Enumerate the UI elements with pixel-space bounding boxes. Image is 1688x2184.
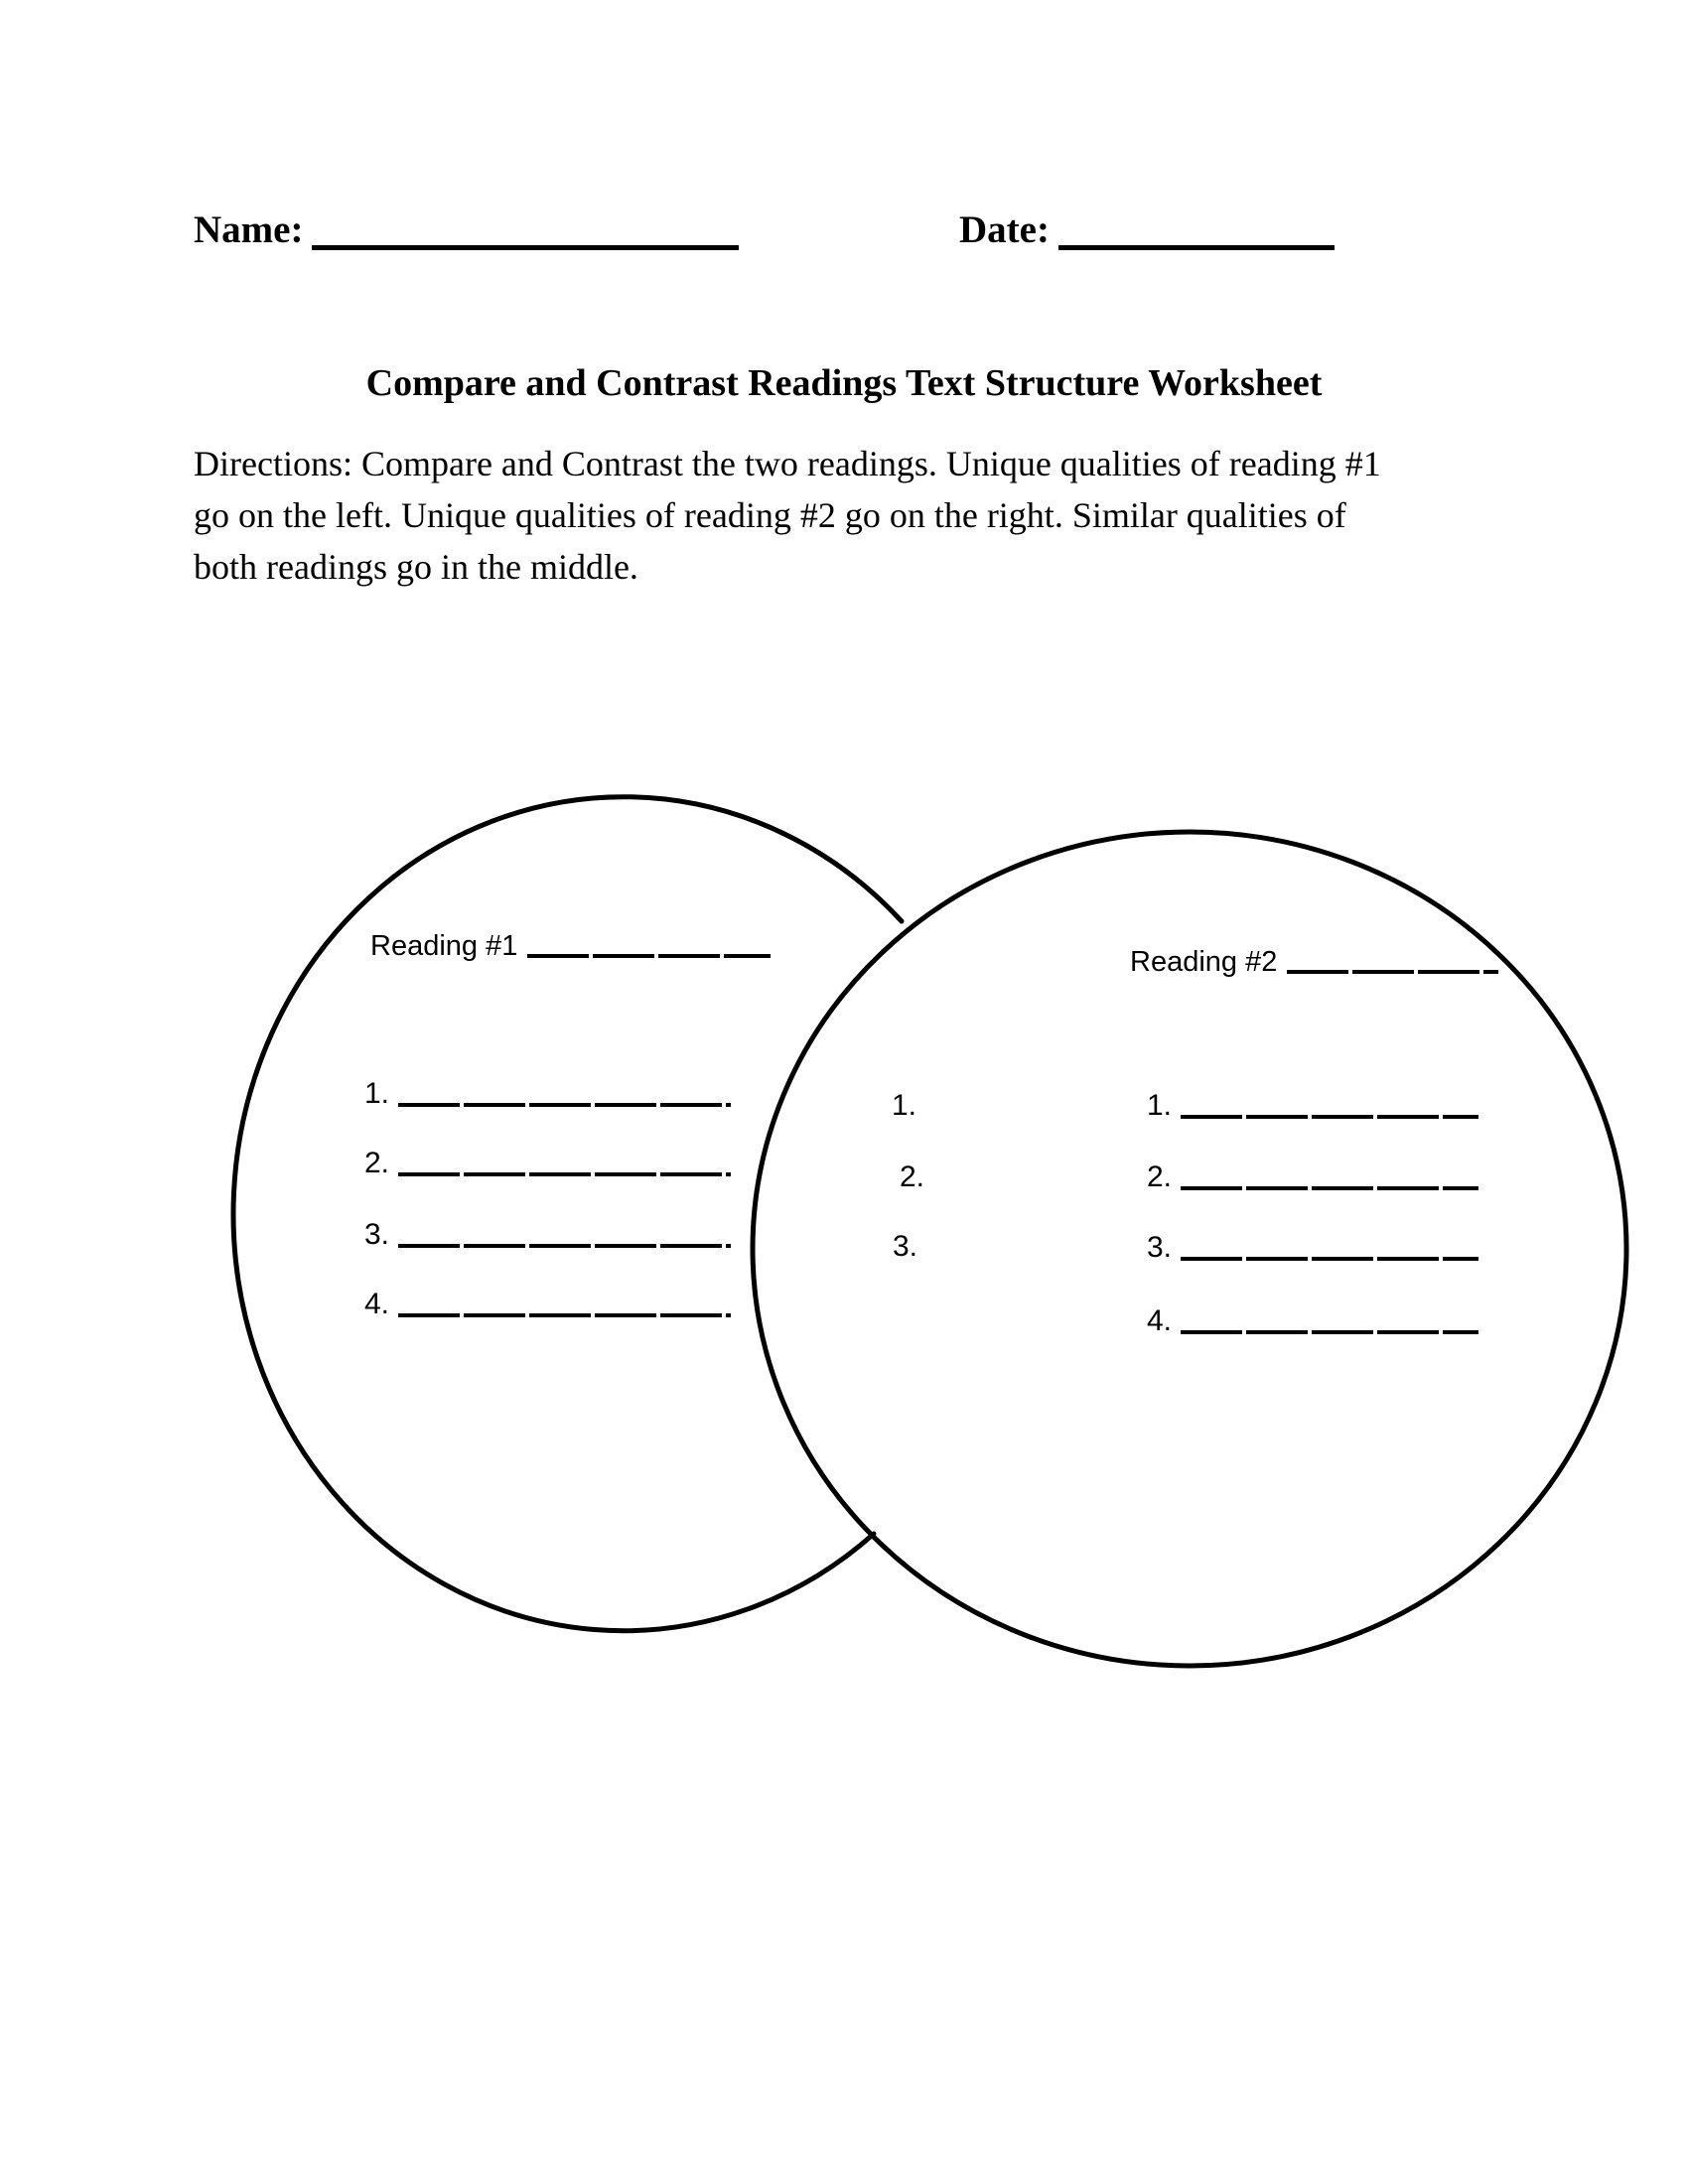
- right-item-row: [1147, 1305, 1478, 1337]
- right-item-row: [1147, 1232, 1478, 1264]
- right-item-4-blank-line: [1181, 1330, 1478, 1334]
- left-item-row: [364, 1148, 731, 1179]
- left-item-4-blank-line: [398, 1313, 731, 1317]
- date-label: Date:: [959, 208, 1050, 251]
- reading1-label: Reading #1: [370, 930, 518, 962]
- left-item-1-number: 1.: [364, 1077, 390, 1110]
- left-item-2-number: 2.: [364, 1147, 390, 1179]
- left-item-row: [364, 1219, 731, 1251]
- page-title: Compare and Contrast Readings Text Structure Worksheet: [365, 362, 1323, 404]
- reading1-field: [370, 931, 771, 961]
- venn-left-circle: [233, 797, 902, 1631]
- left-item-row: [364, 1289, 731, 1320]
- left-item-3-number: 3.: [364, 1218, 390, 1251]
- right-item-3-number: 3.: [1147, 1231, 1173, 1264]
- left-item-1-blank-line: [398, 1103, 731, 1107]
- left-item-2-blank-line: [398, 1172, 731, 1176]
- reading2-blank-line: [1287, 970, 1498, 974]
- right-item-row: [1147, 1090, 1478, 1122]
- middle-item-3-number: 3.: [893, 1230, 918, 1263]
- right-item-2-blank-line: [1181, 1186, 1478, 1190]
- left-item-4-number: 4.: [364, 1288, 390, 1320]
- right-item-3-blank-line: [1181, 1257, 1478, 1261]
- name-label: Name:: [194, 208, 304, 251]
- directions-line-3: both readings go in the middle.: [194, 547, 638, 587]
- reading1-blank-line: [527, 954, 771, 958]
- directions-line-2: go on the left. Unique qualities of reading #2 go on the right. Similar qualities of: [194, 495, 1346, 535]
- left-item-3-blank-line: [398, 1244, 731, 1248]
- middle-item-2-number: 2.: [900, 1160, 925, 1193]
- reading2-field: [1130, 947, 1498, 977]
- left-item-row: [364, 1078, 731, 1110]
- right-item-row: [1147, 1161, 1478, 1193]
- reading2-label: Reading #2: [1130, 946, 1278, 978]
- directions-line-1: Directions: Compare and Contrast the two readings. Unique qualities of reading #1: [194, 444, 1381, 483]
- right-item-1-number: 1.: [1147, 1089, 1173, 1122]
- right-item-4-number: 4.: [1147, 1304, 1173, 1337]
- middle-item-1-number: 1.: [892, 1089, 917, 1122]
- right-item-2-number: 2.: [1147, 1160, 1173, 1193]
- right-item-1-blank-line: [1181, 1115, 1478, 1119]
